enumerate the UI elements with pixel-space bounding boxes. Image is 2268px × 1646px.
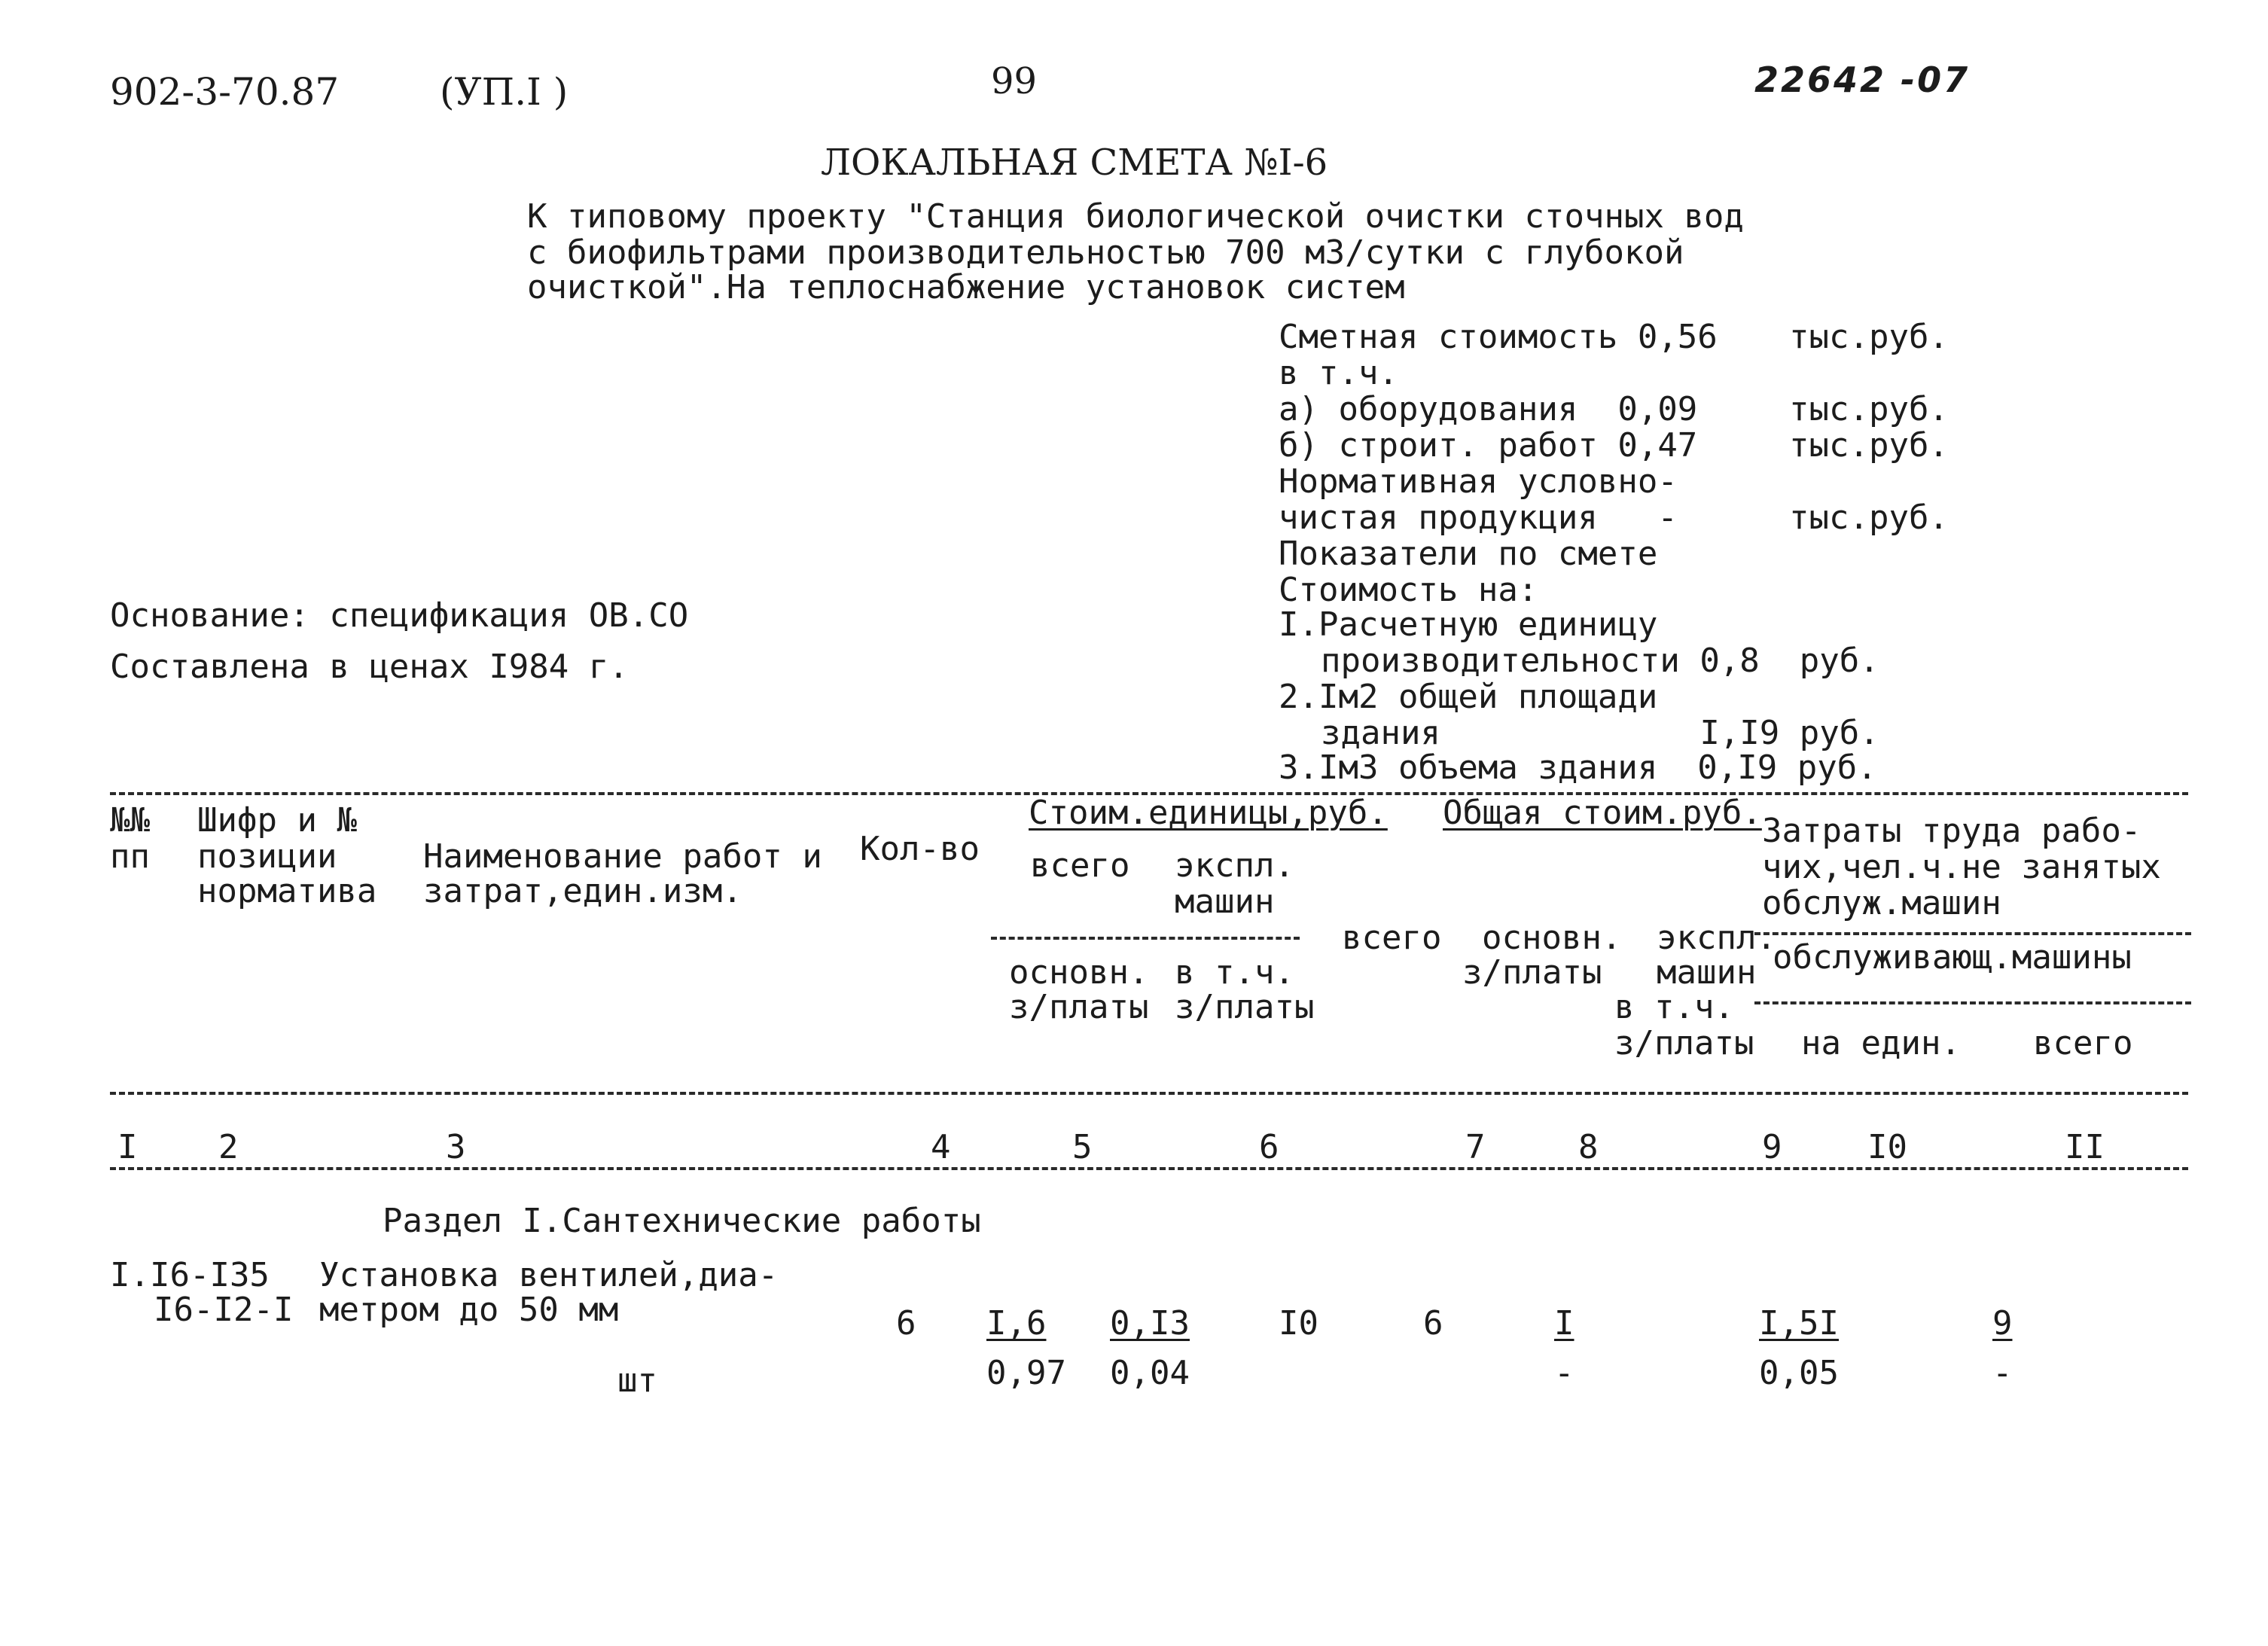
indicator-1-value: производительности 0,8 руб. [1321,642,1879,680]
labor-label-2: чих,чел.ч.не занятых [1762,848,2161,886]
column-number: 6 [1259,1128,1279,1166]
total-expl-label-4: з/платы [1614,1024,1754,1062]
normative-label-2: чистая продукция - [1279,498,1678,537]
row-unit: шт [617,1361,657,1400]
unit-cost-group-label: Стоим.единицы,руб. [1029,794,1388,832]
column-number: 3 [446,1128,466,1166]
total-expl-label-2: машин [1657,953,1757,992]
total-cost-group-label: Общая стоим.руб. [1443,794,1762,832]
indicator-1-label: I.Расчетную единицу [1279,605,1658,644]
col-num-label-2: пп [110,837,150,876]
unit-osn-label-1: основн. [1009,953,1149,992]
including-label: в т.ч. [1279,354,1398,392]
normative-unit: тыс.руб. [1789,498,1949,537]
row-unit-vtch: 0,04 [1110,1354,1190,1392]
indicators-label: Показатели по смете [1279,535,1658,573]
row-labor-total: 9 [1992,1304,2013,1343]
serving-machines-label: обслуживающ.машины [1773,938,2132,977]
project-code: 902-3-70.87 [110,70,340,114]
labor-sub-rule-bottom [1754,1001,2191,1004]
unit-all-label: всего [1030,846,1130,885]
row-total-expl: I [1554,1304,1574,1343]
basis-foundation: Основание: спецификация ОВ.СО [110,596,689,635]
column-number: 5 [1072,1128,1093,1166]
row-total-all: I0 [1279,1304,1318,1343]
indicator-2-value: здания I,I9 руб. [1321,714,1879,752]
col-code-label-2: позиции [197,837,337,876]
row-name-2: метром до 50 мм [319,1291,619,1329]
row-total-osn: 6 [1423,1304,1443,1343]
column-number: 9 [1762,1128,1782,1166]
album-number: (УП.I ) [440,70,569,114]
unit-cost-sub-rule [991,937,1300,940]
col-num-label-1: №№ [110,801,150,840]
labor-label-3: обслуж.машин [1762,884,2001,922]
subtitle-line-3: очисткой".На теплоснабжение установок систем [527,268,1405,306]
column-number: 8 [1578,1128,1599,1166]
row-qty: 6 [896,1304,916,1343]
labor-label-1: Затраты труда рабо- [1762,812,2141,850]
section-title: Раздел I.Сантехнические работы [383,1202,981,1240]
normative-label-1: Нормативная условно- [1279,462,1678,501]
row-labor-total-2: - [1992,1354,2013,1392]
unit-expl-label-2: машин [1175,882,1275,921]
equipment-cost-unit: тыс.руб. [1789,390,1949,428]
col-name-label-2: затрат,един.изм. [423,872,742,910]
row-total-expl-vtch: - [1554,1354,1574,1392]
column-number: I [117,1128,138,1166]
estimated-cost: Сметная стоимость 0,56 [1279,318,1718,356]
row-name-1: Установка вентилей,диа- [319,1256,779,1294]
total-expl-label-1: экспл. [1657,919,1776,957]
col-code-label-3: норматива [197,872,377,910]
indicator-2-label: 2.Iм2 общей площади [1279,678,1658,716]
column-number: 7 [1465,1128,1486,1166]
row-labor-per-unit-2: 0,05 [1759,1354,1839,1392]
unit-vtch-label-2: з/платы [1175,988,1315,1026]
cost-per-label: Стоимость на: [1279,571,1538,609]
col-qty-label: Кол-во [860,830,980,868]
row-unit-osn: 0,97 [986,1354,1066,1392]
total-all-label: всего [1342,919,1442,957]
column-numbers-rule [110,1167,2188,1170]
inventory-number: 22642 -07 [1754,59,1971,100]
equipment-cost: а) оборудования 0,09 [1279,390,1698,428]
row-code-1: I.I6-I35 [110,1256,270,1294]
row-code-2: I6-I2-I [154,1291,294,1329]
col-name-label-1: Наименование работ и [423,837,822,876]
row-unit-total: I,6 [986,1304,1047,1343]
labor-per-unit-label: на един. [1801,1024,1961,1062]
basis-prices: Составлена в ценах I984 г. [110,648,629,686]
col-code-label-1: Шифр и № [197,801,357,840]
construction-cost: б) строит. работ 0,47 [1279,426,1698,465]
total-expl-label-3: в т.ч. [1614,988,1734,1026]
column-number: I0 [1867,1128,1907,1166]
indicator-3: 3.Iм3 объема здания 0,I9 руб. [1279,748,1877,787]
total-osn-label-1: основн. [1482,919,1622,957]
subtitle-line-2: с биофильтрами производительностью 700 м3/сутки с глубокой [527,233,1684,272]
total-osn-label-2: з/платы [1462,953,1602,992]
page-number: 99 [991,60,1038,102]
column-number: 4 [931,1128,951,1166]
construction-cost-unit: тыс.руб. [1789,426,1949,465]
row-labor-per-unit: I,5I [1759,1304,1839,1343]
unit-expl-label-1: экспл. [1175,846,1294,885]
unit-vtch-label-1: в т.ч. [1175,953,1294,992]
column-number: II [2065,1128,2105,1166]
column-number: 2 [218,1128,239,1166]
table-header-bottom-rule [110,1092,2188,1095]
unit-osn-label-2: з/платы [1009,988,1149,1026]
estimated-cost-unit: тыс.руб. [1789,318,1949,356]
subtitle-line-1: К типовому проекту "Станция биологической очистки сточных вод [527,197,1744,236]
labor-total-label: всего [2033,1024,2133,1062]
row-unit-expl: 0,I3 [1110,1304,1190,1343]
document-title: ЛОКАЛЬНАЯ СМЕТА №I-6 [821,142,1328,184]
labor-sub-rule-top [1754,932,2191,935]
